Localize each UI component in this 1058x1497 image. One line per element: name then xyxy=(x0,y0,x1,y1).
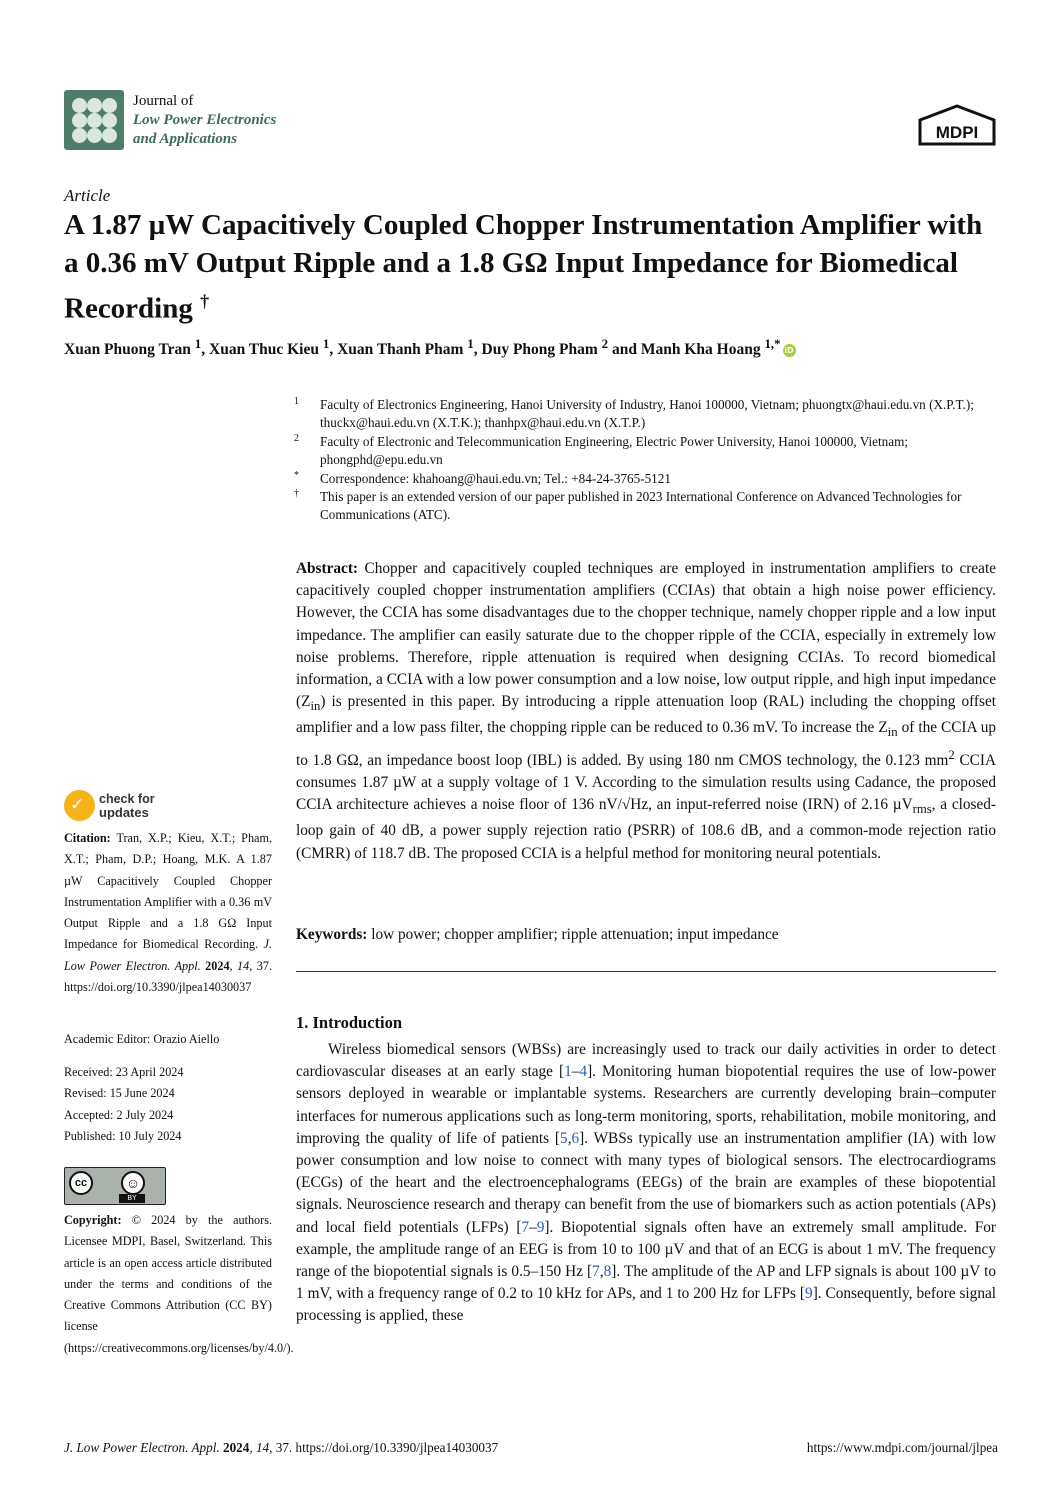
citation-block xyxy=(64,828,272,998)
author-affil-sup: 1 xyxy=(194,336,202,351)
received-date: Received: 23 April 2024 xyxy=(64,1065,184,1079)
affiliation-text: Correspondence: khahoang@haui.edu.vn; Tel.: +84-24-3765-5121 xyxy=(320,470,671,486)
citation-link[interactable]: 7 xyxy=(592,1263,600,1281)
affiliation-mark: 1 xyxy=(294,396,299,407)
check-updates-line2: updates xyxy=(99,805,149,820)
citation-link[interactable]: 7 xyxy=(521,1218,530,1236)
affiliation-text: This paper is an extended version of our paper published in 2023 International Conference on Advanced Technologies for Communications (ATC). xyxy=(320,489,962,523)
publication-dates xyxy=(64,1062,183,1147)
journal-logo xyxy=(64,90,124,150)
citation-link[interactable]: 5 xyxy=(560,1129,568,1147)
keywords-text: low power; chopper amplifier; ripple attenuation; input impedance xyxy=(367,926,779,943)
abstract-text: of the CCIA up to 1.8 GΩ, an impedance boost loop (IBL) is added. By using 180 nm CMOS technology, the 0.123 mm xyxy=(296,719,996,769)
citation-link[interactable]: 9 xyxy=(805,1285,813,1303)
citation-link[interactable]: 1 xyxy=(564,1063,572,1081)
text-run: ]. The amplitude of the AP and LFP signals is about 100 µV to 1 mV, with a frequency range of 0.2 to 10 kHz for APs, and 1 to 200 Hz for LFPs [ xyxy=(296,1263,996,1303)
section-heading: 1. Introduction xyxy=(296,1013,403,1032)
citation-year: 2024 xyxy=(205,958,230,973)
abstract xyxy=(296,558,996,865)
citation-link[interactable]: 4 xyxy=(579,1063,588,1081)
text-run: , xyxy=(599,1263,604,1281)
text-run: – xyxy=(529,1218,537,1236)
footer-doi[interactable]: , 37. https://doi.org/10.3390/jlpea14030037 xyxy=(269,1440,499,1455)
title-text: A 1.87 µW Capacitively Coupled Chopper Instrumentation Amplifier with a 0.36 mV Output Ripple and a 1.8 GΩ Input Impedance for Biomedical Recording xyxy=(64,209,983,325)
affiliation-text: Faculty of Electronic and Telecommunication Engineering, Electric Power University, Hanoi 100000, Vietnam; phongphd@epu.edu.vn xyxy=(320,433,909,468)
footer-year: 2024 xyxy=(222,1440,250,1455)
affiliation xyxy=(290,396,998,433)
cc-by-license-badge[interactable] xyxy=(64,1167,166,1205)
check-updates-icon: ✓ xyxy=(64,790,95,821)
abstract-sub: in xyxy=(310,699,321,714)
affiliation-mark: 2 xyxy=(294,432,299,444)
check-updates-line1: check for xyxy=(99,792,155,806)
citation-link[interactable]: 9 xyxy=(536,1218,545,1236)
citation-label: Citation: xyxy=(64,831,111,845)
orcid-icon[interactable]: iD xyxy=(784,346,794,356)
author-affil-sup: 1 xyxy=(322,336,330,351)
abstract-label: Abstract: xyxy=(296,560,359,577)
sqrt-symbol: √ xyxy=(621,796,631,814)
affiliation-text: Faculty of Electronics Engineering, Hanoi University of Industry, Hanoi 100000, Vietnam; phuongtx@haui.edu.vn (X.P.T.); thuckx@haui.edu.vn (X.T.K.); thanhpx@haui.edu.vn (X.T.P.) xyxy=(320,397,974,431)
text-run: ]. WBSs typically use an instrumentation amplifier (IA) with low power consumption and low noise to connect with many types of biological sensors. The electrocardiograms (ECGs) of the heart and the electroencephalograms (EEGs) of the brain are examples of these biopotential signals. Neuroscience research and therapy can benefit from the use of biomarkers such as action potentials (APs) and local field potentials (LFPs) [ xyxy=(296,1129,996,1236)
abstract-text: , a closed-loop gain of 40 dB, a power supply rejection ratio (PSRR) of 108.6 dB, and a common-mode rejection ratio (CMRR) of 118.7 dB. The proposed CCIA is a helpful method for monitoring neural potentials. xyxy=(296,796,997,862)
abstract-text: Chopper and capacitively coupled techniques are employed in instrumentation amplifiers to create capacitively coupled chopper instrumentation amplifiers (CCIAs) that obtain a high noise power efficiency. However, the CCIA has some disadvantages due to the chopper technique, namely chopper ripple and a low input impedance. The amplifier can easily saturate due to the chopper ripple of the CCIA, especially in extremely low noise problems. Therefore, ripple attenuation is required when designing CCIAs. To record biomedical information, a CCIA with a low power consumption and a low noise, low output ripple, and high input impedance (Z xyxy=(296,560,996,711)
footer-citation xyxy=(64,1440,498,1456)
author-affil-sup: 2 xyxy=(601,336,609,351)
abstract-sub: rms xyxy=(912,802,932,817)
paper-title xyxy=(64,206,994,328)
affiliations xyxy=(290,396,998,525)
correspondence xyxy=(290,470,998,488)
author-affil-sup: 1 xyxy=(467,336,474,351)
author-name: Xuan Thuc Kieu xyxy=(209,341,319,359)
copyright-notice xyxy=(64,1210,294,1359)
mdpi-logo-text: MDPI xyxy=(935,123,979,142)
text-run: ]. Biopotential signals often have an extremely small amplitude. For example, the amplitude range of an EEG is from 10 to 100 µV and that of an ECG is about 1 mV. The frequency range of the biopotential signals is 0.5–150 Hz [ xyxy=(296,1218,996,1281)
published-date: Published: 10 July 2024 xyxy=(64,1128,182,1143)
affiliation xyxy=(290,433,998,470)
text-run: , xyxy=(567,1129,572,1147)
keywords-label: Keywords: xyxy=(296,926,368,943)
article-type: Article xyxy=(64,186,111,205)
affiliation-mark: * xyxy=(294,469,299,481)
by-label: BY xyxy=(119,1194,145,1203)
author-name: Xuan Thanh Pham xyxy=(337,341,464,359)
section-divider xyxy=(296,971,996,972)
keywords xyxy=(296,924,996,946)
revised-date: Revised: 15 June 2024 xyxy=(64,1086,175,1101)
abstract-text: CCIA consumes 1.87 µW at a supply voltage of 1 V. According to the simulation results using Cadance, the proposed CCIA architecture achieves a noise floor of 136 nV/ xyxy=(296,751,997,814)
title-mark: † xyxy=(200,291,210,311)
abstract-sub: in xyxy=(887,725,898,740)
journal-name-line1: Journal of xyxy=(133,93,194,109)
footer-journal: J. Low Power Electron. Appl. xyxy=(64,1440,220,1455)
footer-journal-url[interactable]: https://www.mdpi.com/journal/jlpea xyxy=(806,1440,998,1455)
journal-name-line2: Low Power Electronics xyxy=(133,112,277,128)
citation-link[interactable]: 8 xyxy=(603,1263,612,1281)
text-run: Wireless biomedical sensors (WBSs) are increasingly used to track our daily activities in order to detect cardiovascular diseases at an early stage [ xyxy=(296,1041,996,1081)
citation-text: Tran, X.P.; Kieu, X.T.; Pham, X.T.; Pham, D.P.; Hoang, M.K. A 1.87 µW Capacitively Coupled Chopper Instrumentation Amplifier with a 0.36 mV Output Ripple and a 1.8 GΩ Input Impedance for Biomedical Recording. xyxy=(64,831,272,952)
text-run: – xyxy=(571,1063,580,1081)
author-name: Xuan Phuong Tran xyxy=(64,341,191,359)
text-run: ]. Consequently, before signal processing is applied, these xyxy=(296,1285,997,1325)
check-for-updates-button[interactable] xyxy=(64,790,184,824)
abstract-text: Hz, an input-referred noise (IRN) of 2.16 µV xyxy=(630,796,913,814)
extended-version-note xyxy=(290,488,998,525)
author-and: and xyxy=(608,341,641,359)
academic-editor: Academic Editor: Orazio Aiello xyxy=(64,1032,220,1046)
journal-name xyxy=(133,92,276,149)
text-run: ]. Monitoring human biopotential requires the use of low-power sensors deployed in wearable or implantable systems. Researchers are currently developing brain–computer interfaces for numerous applications such as long-term monitoring, sports, rehabilitation, mobile monitoring, and improving the quality of life of patients [ xyxy=(296,1063,996,1147)
author-affil-sup: 1,* xyxy=(764,336,781,351)
author-name: Duy Phong Pham xyxy=(481,341,598,359)
author-name: Manh Kha Hoang xyxy=(640,341,761,359)
copyright-label: Copyright: xyxy=(64,1213,122,1227)
author-separator: , xyxy=(329,341,338,359)
journal-name-line3: and Applications xyxy=(133,131,238,147)
citation-volume: , 14 xyxy=(229,958,250,973)
affiliation-mark: † xyxy=(294,488,299,500)
accepted-date: Accepted: 2 July 2024 xyxy=(64,1107,174,1122)
abstract-text: ) is presented in this paper. By introducing a ripple attenuation loop (RAL) including the chopping offset amplifier and a low pass filter, the chopping ripple can be reduced to 0.36 mV. To increase the Z xyxy=(296,693,996,737)
author-separator: , xyxy=(473,341,482,359)
check-updates-text xyxy=(99,793,155,819)
copyright-text: © 2024 by the authors. Licensee MDPI, Basel, Switzerland. This article is an open access article distributed under the terms and conditions of the Creative Commons Attribution (CC BY) license (https://creativecommons.org/licenses/by/4.0/). xyxy=(64,1213,294,1355)
mdpi-logo-icon xyxy=(916,104,998,150)
author-list xyxy=(64,336,994,359)
paragraph xyxy=(296,1039,996,1328)
introduction-body xyxy=(296,1039,996,1328)
footer-volume: , 14 xyxy=(249,1440,270,1455)
attribution-person-icon: ☺ xyxy=(121,1171,145,1195)
cc-icon: cc xyxy=(69,1171,93,1195)
abstract-sup: 2 xyxy=(948,747,955,762)
citation-doi[interactable]: , 37. https://doi.org/10.3390/jlpea14030037 xyxy=(64,958,273,995)
citation-link[interactable]: 6 xyxy=(571,1129,580,1147)
citation-journal: J. Low Power Electron. Appl. xyxy=(64,937,272,973)
author-separator: , xyxy=(201,341,209,359)
